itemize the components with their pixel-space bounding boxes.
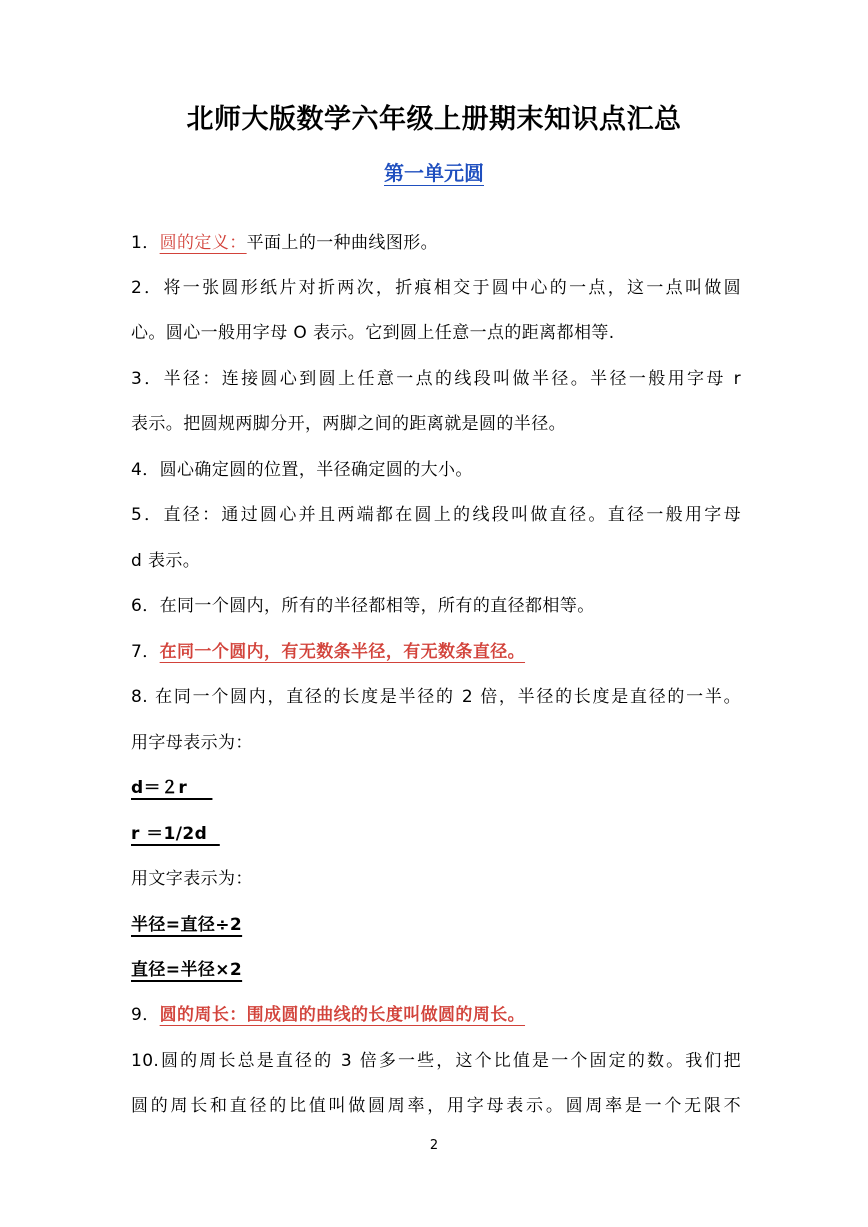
item-1-highlight: 圆的定义：: [159, 233, 247, 253]
item-2-line-2: 心。圆心一般用字母 O 表示。它到圆上任意一点的距离都相等.: [131, 323, 615, 343]
formula-d: d＝２r: [131, 778, 213, 798]
page-title: 北师大版数学六年级上册期末知识点汇总: [186, 104, 682, 135]
formula-row-diameter: [131, 955, 741, 985]
item-7: [131, 637, 741, 667]
page-number: 2: [429, 1138, 439, 1153]
item-3-line-1: 3．半径：连接圆心到圆上任意一点的线段叫做半径。半径一般用字母 r: [131, 369, 741, 389]
item-1-text: 平面上的一种曲线图形。: [246, 233, 439, 253]
item-7-number: 7．: [131, 642, 160, 662]
text-expression-label: 用文字表示为：: [131, 869, 253, 889]
formula-row-r: [131, 819, 741, 849]
formula-r: r ＝1/2d: [131, 824, 220, 844]
item-1: [131, 228, 741, 258]
item-8-line-1: 8. 在同一个圆内，直径的长度是半径的 2 倍，半径的长度是直径的一半。: [131, 687, 741, 707]
unit-heading-text: 第一单元圆: [384, 161, 484, 185]
item-9: [131, 1000, 741, 1030]
item-1-number: 1．: [131, 233, 160, 253]
item-7-highlight: 在同一个圆内，有无数条半径，有无数条直径。: [159, 642, 526, 662]
item-5-line-2: d 表示。: [131, 551, 201, 571]
item-3-line-2: 表示。把圆规两脚分开，两脚之间的距离就是圆的半径。: [131, 414, 566, 434]
item-9-highlight: 圆的周长：围成圆的曲线的长度叫做圆的周长。: [159, 1005, 526, 1025]
item-8-line-2: 用字母表示为：: [131, 733, 253, 753]
formula-row-d: [131, 773, 741, 803]
formula-diameter: 直径=半径×2: [131, 960, 243, 980]
formula-row-radius: [131, 910, 741, 940]
item-6: 6．在同一个圆内，所有的半径都相等，所有的直径都相等。: [131, 596, 595, 616]
item-9-number: 9．: [131, 1005, 160, 1025]
unit-heading: [0, 156, 868, 190]
item-2-line-1: 2．将一张圆形纸片对折两次，折痕相交于圆中心的一点，这一点叫做圆: [131, 278, 741, 298]
formula-radius: 半径=直径÷2: [131, 915, 243, 935]
item-4: 4．圆心确定圆的位置，半径确定圆的大小。: [131, 460, 473, 480]
item-5-line-1: 5．直径：通过圆心并且两端都在圆上的线段叫做直径。直径一般用字母: [131, 505, 741, 525]
item-10-line-2: 圆的周长和直径的比值叫做圆周率，用字母表示。圆周率是一个无限不: [131, 1096, 741, 1116]
item-10-line-1: 10.圆的周长总是直径的 3 倍多一些，这个比值是一个固定的数。我们把: [131, 1051, 741, 1071]
